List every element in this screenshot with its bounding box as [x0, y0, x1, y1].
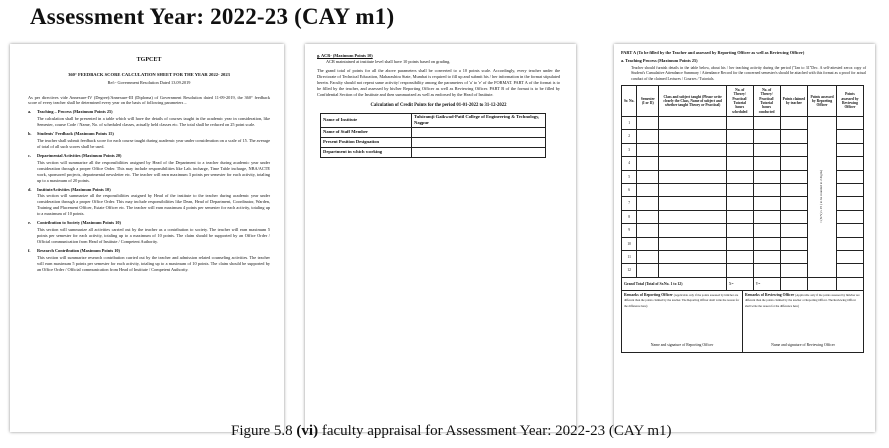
table-cell	[726, 130, 753, 143]
column-header: Semester (I or II)	[637, 86, 659, 117]
reviewing-remarks-note: (Applicable only if the points assessed by him/her are different than the points claimed by the teacher or Reporting Officer. The Reviewing Officer shall write the reason for the difference here)	[745, 293, 860, 308]
table-cell	[637, 237, 659, 250]
row-number: 4	[622, 157, 637, 170]
staff-info-table	[320, 113, 546, 158]
row-number: 6	[622, 183, 637, 196]
table-cell	[659, 117, 727, 130]
table-cell	[659, 210, 727, 223]
table-cell	[753, 237, 780, 250]
table-cell	[836, 277, 863, 290]
table-cell	[836, 143, 863, 156]
section-body: This section will summarize research contribution carried out by the teacher and admission related counseling activities. The teacher will earn maximum 5 points per semester for each activity, totaling up to a maximum of 10 points. The claim should be supported by an Office Order / Official communication from Head of Institute / Competent Authority.	[37, 254, 270, 272]
reviewing-remarks-box	[742, 291, 863, 352]
table-cell	[836, 224, 863, 237]
column-header: Points assessed by Reporting Officer	[808, 86, 837, 117]
section-letter: e.	[28, 220, 31, 226]
table-cell	[659, 264, 727, 277]
reviewing-signature-label: Name and signature of Reviewing Officer	[771, 342, 835, 347]
section-heading	[28, 187, 270, 193]
section-body: This section will summarize all the responsibilities assigned by Head of the Department to a teacher during academic year under consideration through a proper Office Order. This may include responsibilities like Lab. incharge, Time Table incharge, NBA/ACTE work, sponsored projects, departmental newsletter etc. The teacher will earn maximum 3 points per semester for each activity, totaling up to a maximum of 20 points.	[37, 159, 270, 183]
table-cell	[753, 250, 780, 263]
table-cell	[726, 143, 753, 156]
table-cell	[753, 224, 780, 237]
table-cell	[659, 250, 727, 263]
table-cell	[637, 224, 659, 237]
table-cell	[780, 224, 808, 237]
column-header: Class and subject taught (Please write clearly the Class, Name of subject and whether taught Theory or Practical)	[659, 86, 727, 117]
caption-bold: (vi)	[296, 423, 319, 439]
table-cell	[637, 264, 659, 277]
table-cell	[637, 157, 659, 170]
table-cell	[780, 183, 808, 196]
part-a-title: PART A (To be filled by the Teacher and assessed by Reporting Officer as well as Reviewing Officer)	[621, 50, 805, 55]
grand-total-row	[622, 277, 864, 290]
field-value	[412, 127, 546, 137]
table-cell	[726, 183, 753, 196]
table-cell	[753, 117, 780, 130]
table-cell	[726, 224, 753, 237]
table-cell	[836, 264, 863, 277]
section-body: This section will summarize all the responsibilities assigned by Head of the institute to the teacher during academic year under consideration through a proper Office Order. This may include responsibilities like Dean, Head of Department, Coordinator, Warden, Training and Placement Officer, Estate Officer etc. The teacher will earn maximum 4 points per semester for each activity, totaling up to a maximum of 10 points.	[37, 193, 270, 217]
table-row	[321, 137, 546, 147]
document-page-2	[305, 44, 576, 432]
table-cell	[637, 170, 659, 183]
reviewing-remarks-title: Remarks of Reviewing Officer	[745, 293, 795, 298]
table-cell	[836, 197, 863, 210]
table-cell	[753, 157, 780, 170]
section-title: InstituteActivities (Maximum Points 10)	[37, 186, 111, 192]
column-header: Points assessed by Reviewing Officer	[836, 86, 863, 117]
section-letter: b.	[28, 131, 32, 137]
section-body: The calculation shall be presented in a table which will have the details of courses taught in the academic year in consideration, like Semester, course Code / Name, No. of scheduled classes, actually held classes etc. The total shall be reduced on 25 point scale.	[37, 116, 270, 128]
reference-line: Ref:- Government Resolution Dated 13.09.2019	[107, 79, 191, 85]
table-cell	[836, 130, 863, 143]
section-letter: c.	[28, 152, 31, 158]
acr-body: ACR maintained at institute level shall have 10 points based on grading.	[326, 58, 451, 64]
field-label: Name of Institute	[321, 113, 412, 127]
document-page-3	[614, 44, 875, 432]
document-page-1	[10, 44, 284, 432]
table-cell	[836, 157, 863, 170]
row-number: 9	[622, 224, 637, 237]
table-cell	[659, 224, 727, 237]
column-header: No. of Theory/ Practical/ Tutorial hours conducted	[753, 86, 780, 117]
section-title: Students' Feedback (Maximum Points 15)	[37, 131, 114, 137]
table-cell	[637, 250, 659, 263]
section-body: This section will summarize all activities carried out by the teacher as a contribution to society. The teacher will earn maximum 5 points per semester for each activity, totaling up to a maximum of 10 points. The claim should be supported by an Office Order / Official communication from Head of Institute / Competent Authority.	[37, 227, 270, 244]
section-letter: f.	[28, 247, 31, 253]
section-title: Research Contribution (Maximum Points 10)	[37, 247, 120, 253]
table-cell	[637, 117, 659, 130]
teaching-table	[621, 85, 864, 291]
points-claimed-cell	[808, 117, 837, 278]
table-cell	[836, 117, 863, 130]
section-heading	[28, 220, 270, 226]
table-cell	[753, 130, 780, 143]
field-value	[412, 147, 546, 157]
section-heading	[28, 248, 270, 254]
table-cell	[780, 237, 808, 250]
field-value	[412, 137, 546, 147]
table-cell	[836, 210, 863, 223]
total-y: Y=	[753, 277, 780, 290]
table-cell	[753, 170, 780, 183]
table-cell	[637, 197, 659, 210]
section-heading	[28, 131, 270, 137]
table-cell	[726, 250, 753, 263]
reporting-signature-label: Name and signature of Reporting Officer	[650, 342, 714, 347]
caption-prefix: Figure 5.8	[231, 423, 297, 439]
caption-rest: faculty appraisal for Assessment Year: 2022-23 (CAY m1)	[318, 423, 672, 439]
teaching-description: Teacher should furnish details in the table below, about his / her teaching activity during the period ("Jan to 31"Dec. A self-attested xerox copy of Student's Cumulative Attendance Summary / Attendance Record for the concerned semester/s should be attached with this format as a proof for actual conduct of the claimed Lectures / Courses / Tutorials.	[631, 65, 866, 81]
section-letter: a.	[28, 109, 32, 115]
table-cell	[753, 197, 780, 210]
table-cell	[726, 237, 753, 250]
table-cell	[726, 117, 753, 130]
table-cell	[808, 277, 837, 290]
table-cell	[637, 210, 659, 223]
table-cell	[836, 183, 863, 196]
column-header: No. of Theory/ Practical/ Tutorial hours scheduled	[726, 86, 753, 117]
row-number: 8	[622, 210, 637, 223]
row-number: 10	[622, 237, 637, 250]
table-cell	[836, 170, 863, 183]
table-cell	[659, 237, 727, 250]
grand-total-label: Grand Total (Total of Sr.No. 1 to 12)	[622, 277, 727, 290]
row-number: 7	[622, 197, 637, 210]
table-cell	[780, 143, 808, 156]
field-label: Department in which working	[321, 147, 412, 157]
row-number: 1	[622, 117, 637, 130]
table-cell	[836, 250, 863, 263]
table-cell	[780, 210, 808, 223]
table-cell	[780, 117, 808, 130]
field-value: Tulsiramji Gaikwad-Patil College of Engineering & Technology, Nagpur	[412, 113, 546, 127]
field-label: Name of Staff Member	[321, 127, 412, 137]
reporting-remarks-box	[622, 291, 742, 352]
remarks-section	[621, 291, 864, 353]
table-cell	[780, 157, 808, 170]
section-title: Departmental Activities (Maximum Points 20)	[37, 152, 122, 158]
table-cell	[659, 183, 727, 196]
section-body: The teacher shall submit feedback score for each course taught during academic year under consideration on a scale of 15. The average of total of all such scores shall be used.	[37, 138, 270, 149]
section-heading	[28, 109, 270, 115]
table-row	[622, 117, 864, 130]
row-number: 12	[622, 264, 637, 277]
table-cell	[753, 210, 780, 223]
table-cell	[780, 250, 808, 263]
section-letter: d.	[28, 186, 32, 192]
row-number: 3	[622, 143, 637, 156]
table-cell	[726, 157, 753, 170]
page-heading: Assessment Year: 2022-23 (CAY m1)	[30, 4, 395, 29]
table-cell	[753, 183, 780, 196]
sections-list	[28, 109, 270, 272]
org-title: TGPCET	[136, 57, 162, 63]
formula-note: = (X/Y) x 25 ( to be rounded to 2 digits)	[819, 169, 824, 223]
reporting-remarks-note: (Applicable only if the points assessed by him/her are different than the points claimed by the teacher. The Reporting Officer shall write the reason for the difference here)	[624, 293, 740, 308]
instructions-paragraph: The grand total of points for all the above parameters shall be converted to a 10 points scale. Accordingly, every teacher under the Directorate of Technical Education, Maharashtra State, Mumbai is required to fill up and submit his / her information in the format stipulated herein. Faculty should not repeat same activity/ responsibility among the parameters of 'a' to 'e' of the FORMAT. PART A of the format is to be filled by the teacher, and assessed by his/her Reporting Officer as well as Reviewing Officer. PART B of the format is to be filled by Confidential Section of the Institute and then summarized as well as endorsed by the Head of Institute.	[317, 67, 560, 97]
sheet-title: 360° FEEDBACK SCORE CALCULATION SHEET FOR THE YEAR 2022- 2023	[68, 72, 230, 78]
table-cell	[753, 264, 780, 277]
column-header: Points claimed by teacher	[780, 86, 808, 117]
table-cell	[659, 170, 727, 183]
row-number: 5	[622, 170, 637, 183]
table-cell	[637, 130, 659, 143]
table-cell	[726, 264, 753, 277]
table-cell	[659, 197, 727, 210]
acr-title: g. ACR- (Maximum Points 10)	[317, 53, 373, 58]
table-cell	[659, 130, 727, 143]
table-row	[321, 127, 546, 137]
section-heading	[28, 153, 270, 159]
table-cell	[726, 197, 753, 210]
calc-title: Calculation of Credit Points for the period 01-01-2022 to 31-12-2022	[370, 103, 507, 109]
table-cell	[637, 183, 659, 196]
table-cell	[780, 197, 808, 210]
table-cell	[637, 143, 659, 156]
table-cell	[726, 170, 753, 183]
table-cell	[780, 170, 808, 183]
table-cell	[753, 143, 780, 156]
figure-caption	[231, 423, 672, 440]
table-cell	[836, 237, 863, 250]
table-cell	[780, 264, 808, 277]
section-title: Contribution to Society (Maximum Points 10)	[37, 220, 121, 226]
intro-paragraph: As per directives vide Annexure-IV (Degree)/Annexure-III (Diploma) of Government Resolution dated 11-09-2019, the 360° feedback score of every teacher shall be determined every year on the basis of following parameters –	[28, 94, 270, 106]
table-cell	[659, 143, 727, 156]
table-cell	[726, 210, 753, 223]
total-x: X=	[726, 277, 753, 290]
table-row	[321, 113, 546, 127]
table-cell	[780, 277, 808, 290]
field-label: Present Position Designation	[321, 137, 412, 147]
section-title: Teaching – Process (Maximum Points 25)	[37, 109, 113, 115]
table-cell	[780, 130, 808, 143]
column-header: Sr. No.	[622, 86, 637, 117]
table-row	[321, 147, 546, 157]
row-number: 2	[622, 130, 637, 143]
reporting-remarks-title: Remarks of Reporting Officer	[624, 293, 673, 298]
row-number: 11	[622, 250, 637, 263]
table-cell	[659, 157, 727, 170]
teaching-process-title: a. Teaching Process (Maximum Points 25)	[621, 57, 698, 63]
